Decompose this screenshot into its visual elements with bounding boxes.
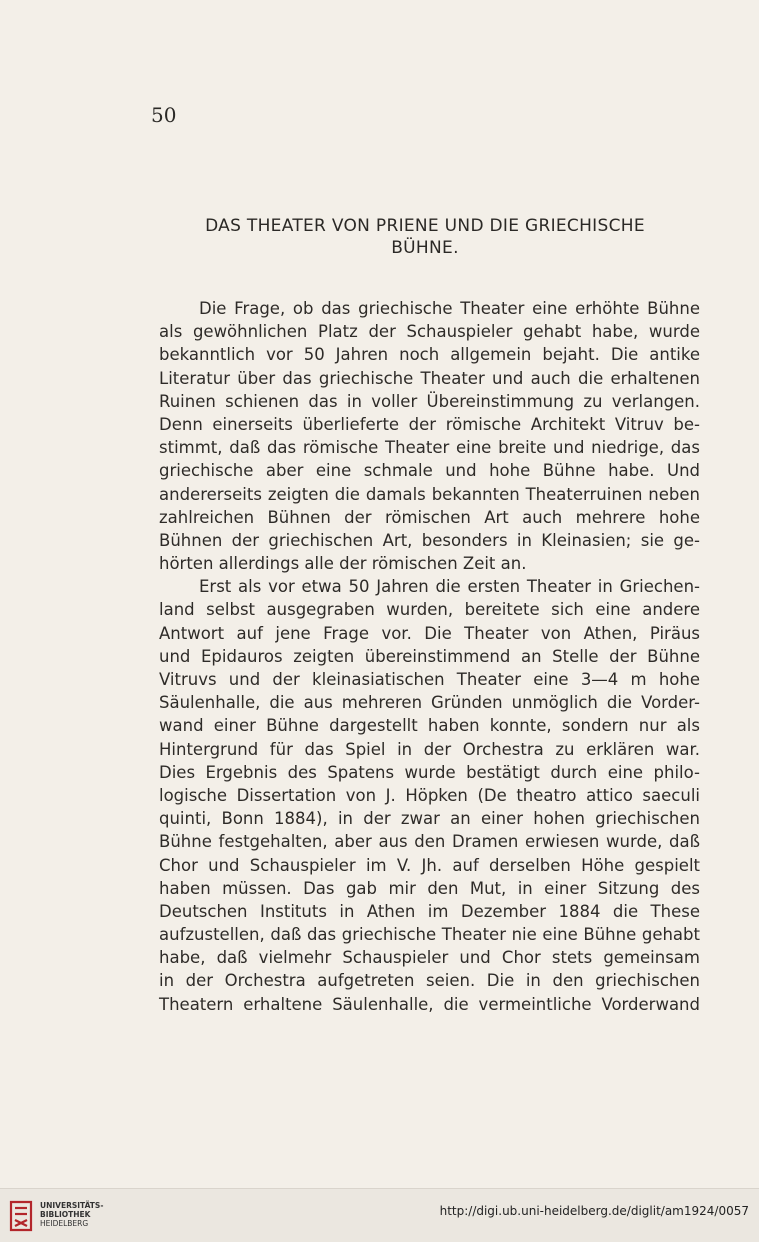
logo-line-3: HEIDELBERG	[40, 1219, 89, 1228]
text-line: Deutschen Instituts in Athen im Dezember 1884 die These	[159, 901, 700, 921]
logo-line-1: UNIVERSITÄTS-	[40, 1201, 104, 1210]
text-line: Literatur über das griechische Theater und auch die erhaltenen	[159, 368, 700, 388]
chapter-title-line-1: DAS THEATER VON PRIENE UND DIE GRIECHISCHE	[205, 216, 645, 236]
text-line: griechische aber eine schmale und hohe Bühne habe. Und	[159, 461, 700, 481]
text-line: Hintergrund für das Spiel in der Orchestra zu erklären war.	[159, 739, 700, 759]
text-line: haben müssen. Das gab mir den Mut, in einer Sitzung des	[159, 878, 700, 898]
text-line: Erst als vor etwa 50 Jahren die ersten Theater in Griechen-	[199, 577, 700, 597]
permalink-url[interactable]: http://digi.ub.uni-heidelberg.de/diglit/am1924/0057	[439, 1204, 749, 1218]
library-logo-text[interactable]	[40, 1201, 103, 1228]
text-line: in der Orchestra aufgetreten seien. Die in den griechischen	[159, 971, 700, 991]
text-line: Vitruvs und der kleinasiatischen Theater eine 3—4 m hohe	[159, 670, 700, 689]
text-line: Bühne festgehalten, aber aus den Dramen erwiesen wurde, daß	[159, 832, 700, 852]
page-number: 50	[151, 103, 177, 127]
heidelberg-library-logo-icon[interactable]	[8, 1198, 34, 1234]
text-line: Bühnen der griechischen Art, besonders in Kleinasien; sie ge-	[159, 530, 700, 550]
text-line: quinti, Bonn 1884), in der zwar an einer hohen griechischen	[159, 809, 700, 829]
text-line: hörten allerdings alle der römischen Zeit an.	[159, 554, 527, 574]
text-line: wand einer Bühne dargestellt haben konnte, sondern nur als	[159, 716, 700, 736]
text-line: zahlreichen Bühnen der römischen Art auch mehrere hohe	[159, 507, 700, 527]
text-line: Dies Ergebnis des Spatens wurde bestätigt durch eine philo-	[159, 762, 700, 782]
text-line: Theatern erhaltene Säulenhalle, die vermeintliche Vorderwand	[159, 994, 700, 1014]
text-line: andererseits zeigten die damals bekannten Theaterruinen neben	[159, 484, 700, 504]
text-line: logische Dissertation von J. Höpken (De theatro attico saeculi	[159, 785, 700, 805]
text-line: als gewöhnlichen Platz der Schauspieler gehabt habe, wurde	[159, 322, 700, 342]
text-line: Antwort auf jene Frage vor. Die Theater von Athen, Piräus	[159, 623, 700, 643]
text-line: Ruinen schienen das in voller Übereinstimmung zu verlangen.	[159, 391, 700, 411]
text-line: land selbst ausgegraben wurden, bereitete sich eine andere	[159, 600, 700, 620]
text-line: stimmt, daß das römische Theater eine breite und niedrige, das	[159, 438, 700, 458]
logo-line-2: BIBLIOTHEK	[40, 1210, 91, 1219]
text-line: Chor und Schauspieler im V. Jh. auf derselben Höhe gespielt	[159, 855, 700, 875]
text-line: Säulenhalle, die aus mehreren Gründen unmöglich die Vorder-	[159, 693, 700, 713]
viewer-footer	[0, 1188, 759, 1242]
body-text	[159, 297, 700, 1016]
text-line: Denn einerseits überlieferte der römische Architekt Vitruv be-	[159, 414, 700, 434]
text-line: habe, daß vielmehr Schauspieler und Chor stets gemeinsam	[159, 948, 700, 968]
text-line: Die Frage, ob das griechische Theater eine erhöhte Bühne	[199, 299, 700, 318]
text-line: bekanntlich vor 50 Jahren noch allgemein bejaht. Die antike	[159, 345, 700, 365]
text-line: aufzustellen, daß das griechische Theater nie eine Bühne gehabt	[159, 925, 700, 945]
chapter-title-line-2: BÜHNE.	[391, 238, 459, 258]
text-line: und Epidauros zeigten übereinstimmend an Stelle der Bühne	[159, 646, 700, 666]
